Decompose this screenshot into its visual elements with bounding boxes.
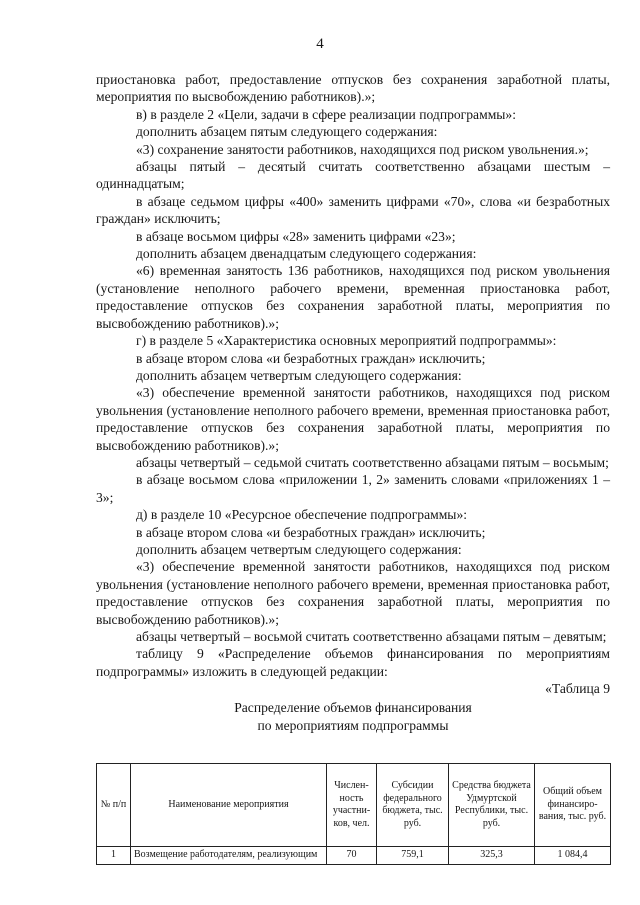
cell-activity-name: Возмещение работодателям, реализующим [131,847,327,865]
cell-participants: 70 [327,847,377,865]
page-number: 4 [316,36,324,52]
financing-table [96,763,611,865]
body-paragraph: в абзаце втором слова «и безработных граждан» исключить; [136,350,486,366]
body-paragraph: дополнить абзацем четвертым следующего содержания: [136,541,462,557]
body-paragraph: г) в разделе 5 «Характеристика основных мероприятий подпрограммы»: [136,333,557,349]
body-paragraph: дополнить абзацем четвертым следующего содержания: [136,367,462,383]
table-label: «Таблица 9 [545,681,610,697]
body-paragraph: «3) обеспечение временной занятости работников, находящихся под риском увольнения (установление неполного рабочего времени, временная приостановка работ, предоставление отпусков без сохранения заработной платы, мероприятия по высвобождению работников).»; [96,385,610,453]
cell-federal-subsidy: 759,1 [377,847,449,865]
body-paragraph: таблицу 9 «Распределение объемов финансирования по мероприятиям подпрограммы» изложить в следующей редакции: [96,646,610,679]
body-paragraph: в абзаце втором слова «и безработных граждан» исключить; [136,524,486,540]
body-paragraph: абзацы четвертый – восьмой считать соответственно абзацами пятым – девятым; [136,629,607,644]
table-row [97,847,611,865]
body-paragraph: в абзаце восьмом цифры «28» заменить цифрами «23»; [136,228,456,244]
header-total-financing: Общий объем финансирования, тыс. руб. [535,764,611,847]
paragraph-list [96,71,610,680]
table-title-line-1: Распределение объемов финансирования [234,699,472,715]
header-activity-name: Наименование мероприятия [131,764,327,847]
cell-total-financing: 1 084,4 [535,847,611,865]
table-header-row [97,764,611,847]
body-paragraph: «6) временная занятость 136 работников, находящихся под риском увольнения (установление неполного рабочего времени, временная приостановка работ, предоставление отпусков без сохранения заработной платы, мероприятия по высвобождению работников).»; [96,263,610,331]
cell-republic-budget: 325,3 [449,847,535,865]
table-title-line-2: по мероприятиям подпрограммы [257,718,449,734]
body-paragraph: дополнить абзацем пятым следующего содержания: [136,124,438,140]
body-paragraph: д) в разделе 10 «Ресурсное обеспечение подпрограммы»: [136,507,468,523]
body-paragraph: в абзаце восьмом слова «приложении 1, 2» заменить словами «приложениях 1 – 3»; [96,472,610,505]
document-body [96,71,610,734]
header-number: № п/п [97,764,131,847]
body-paragraph: в) в разделе 2 «Цели, задачи в сфере реализации подпрограммы»: [136,106,517,122]
body-paragraph: в абзаце седьмом цифры «400» заменить цифрами «70», слова «и безработных граждан» исключить; [96,193,610,227]
body-paragraph: абзацы пятый – десятый считать соответственно абзацами шестым – одиннадцатым; [96,159,610,192]
body-paragraph: приостановка работ, предоставление отпусков без сохранения заработной платы, мероприятия по высвобождению работников).»; [96,72,610,105]
body-paragraph: «3) обеспечение временной занятости работников, находящихся под риском увольнения (установление неполного рабочего времени, временная приостановка работ, предоставление отпусков без сохранения заработной платы, мероприятия по высвобождению работников).»; [96,559,610,627]
body-paragraph: абзацы четвертый – седьмой считать соответственно абзацами пятым – восьмым; [136,454,609,470]
body-paragraph: «3) сохранение занятости работников, находящихся под риском увольнения.»; [136,141,589,157]
cell-number: 1 [97,847,131,865]
body-paragraph: дополнить абзацем двенадцатым следующего содержания: [136,246,477,262]
header-federal-subsidy: Субсидии федерального бюджета, тыс. руб. [377,764,449,847]
header-participants: Численность участников, чел. [327,764,377,847]
header-republic-budget: Средства бюджета Удмуртской Республики, тыс. руб. [449,764,535,847]
